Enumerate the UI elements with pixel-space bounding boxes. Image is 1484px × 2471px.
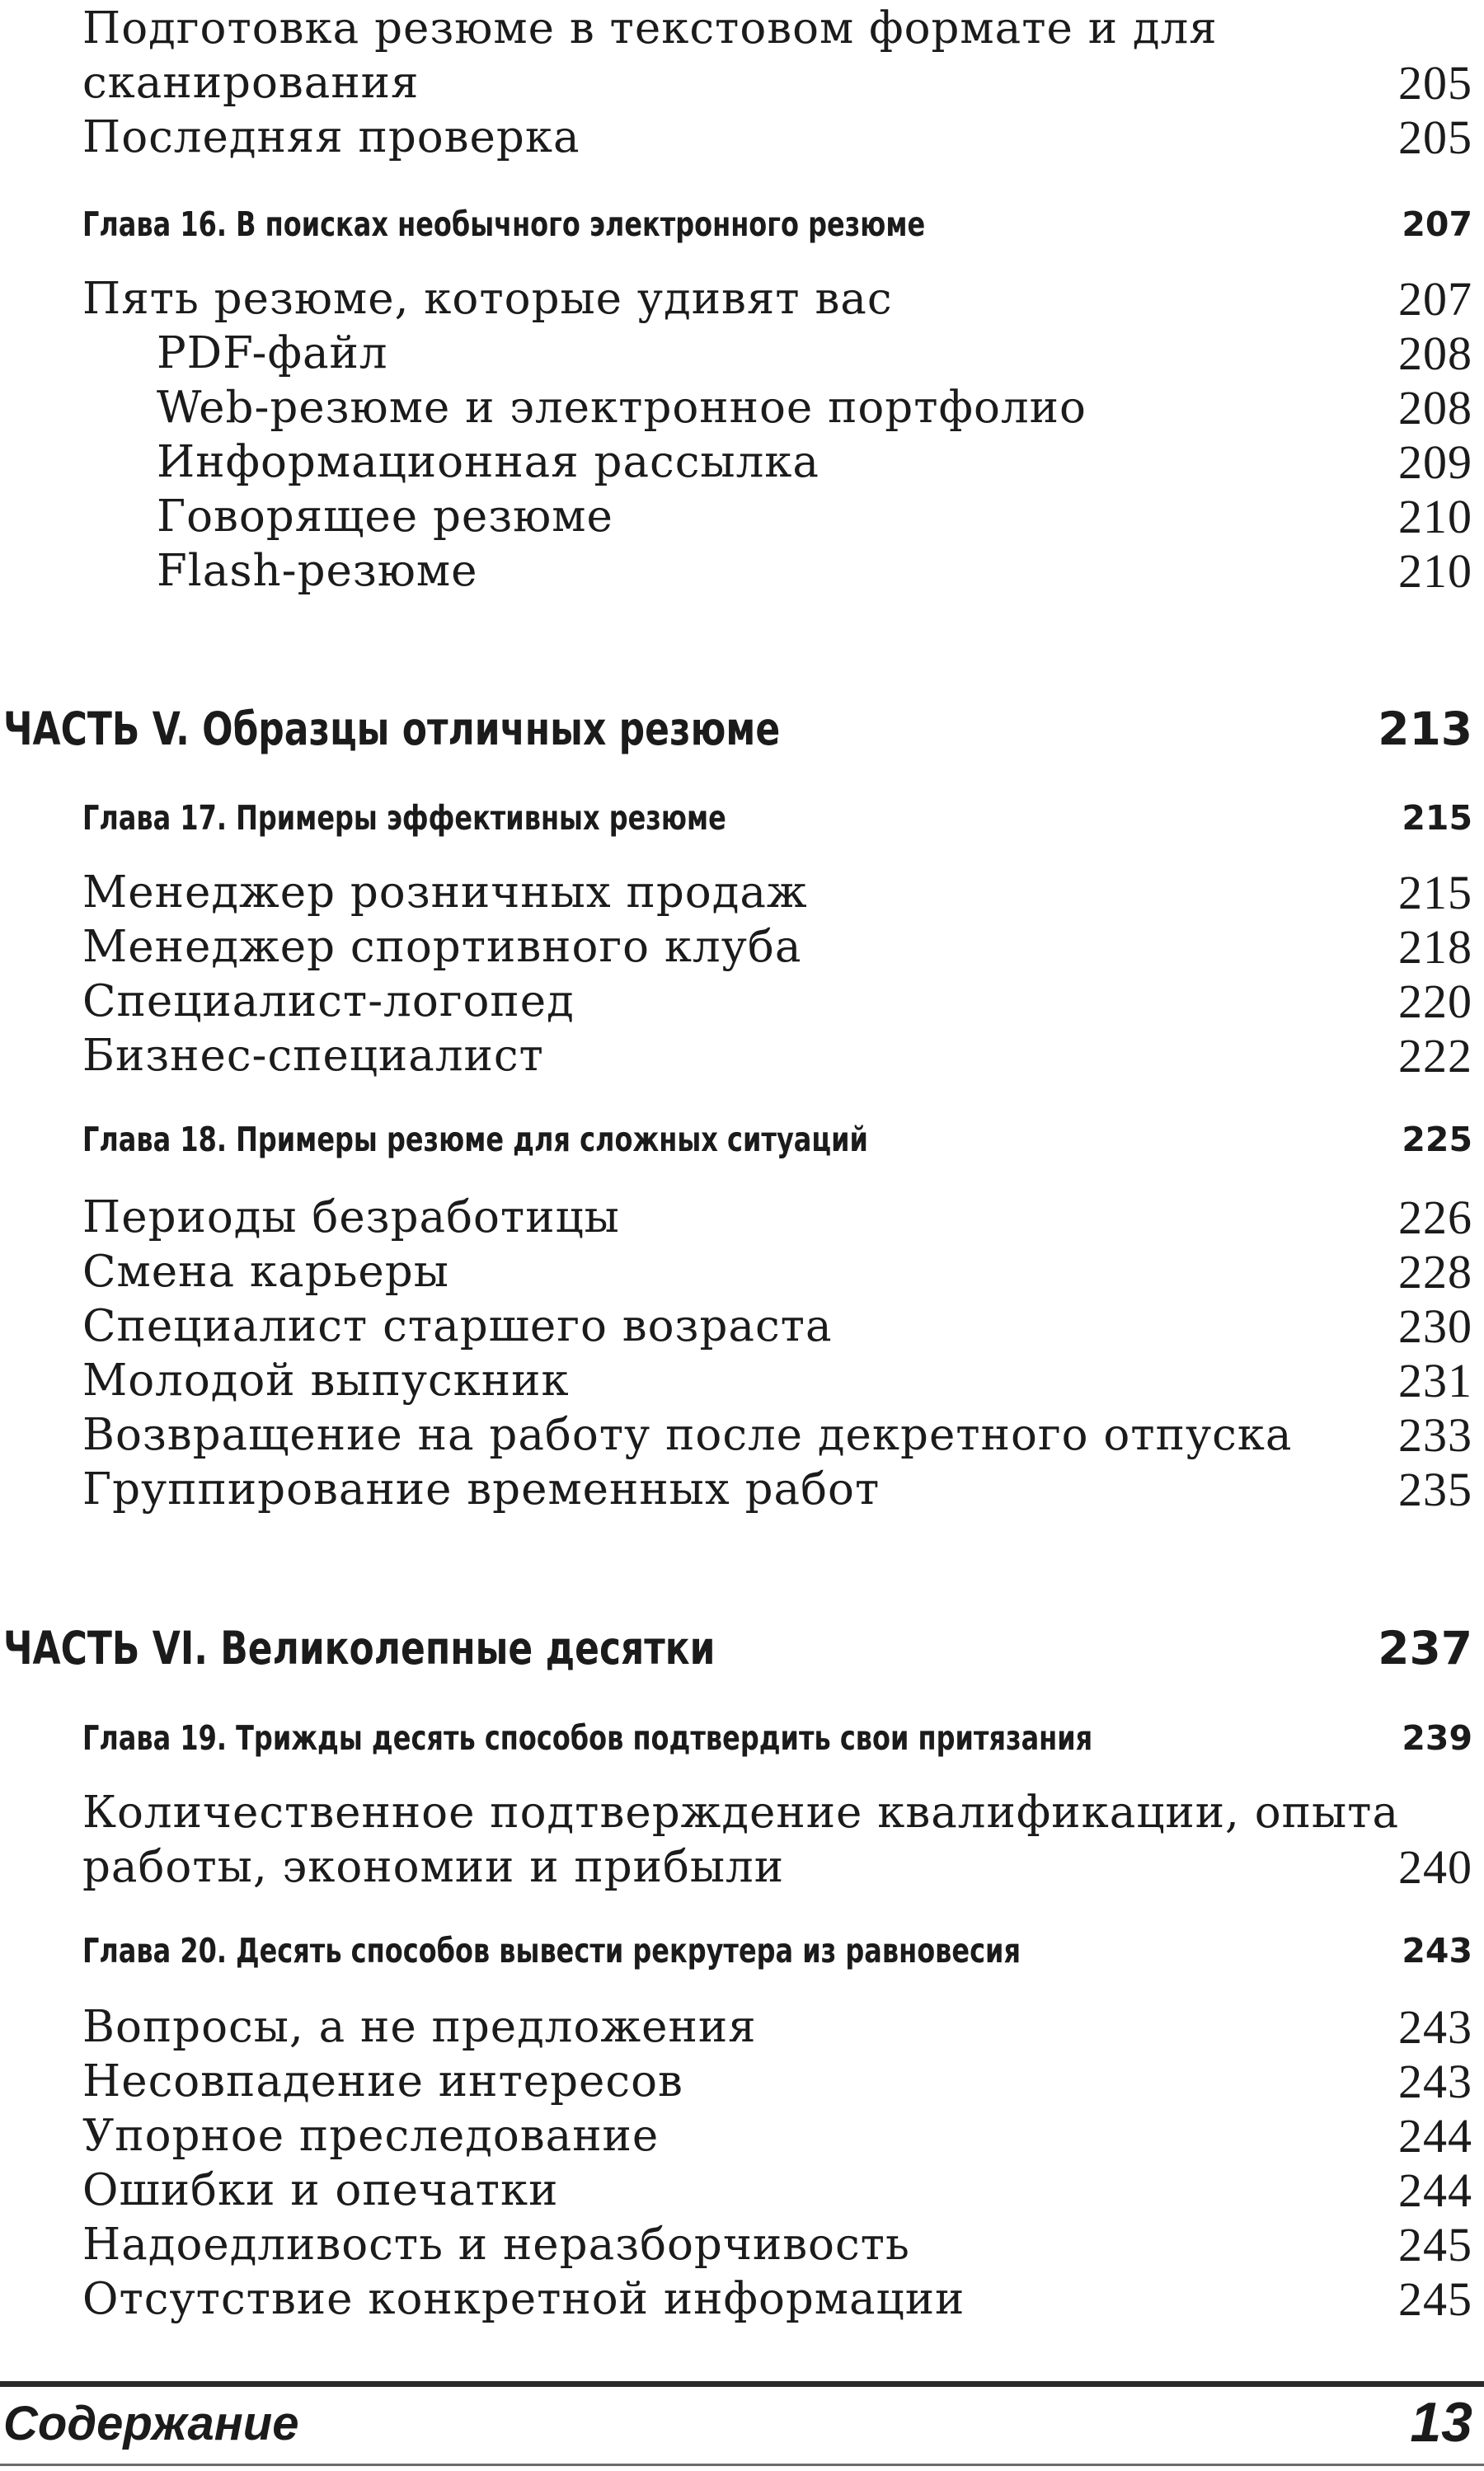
- toc-page-number: 220: [1398, 975, 1472, 1028]
- page-number: 13: [1410, 2391, 1472, 2454]
- chapter-heading: [0, 1713, 1484, 1763]
- toc-page-number: 231: [1398, 1354, 1472, 1407]
- toc-entry: [0, 2055, 1484, 2109]
- part-title: ЧАСТЬ VI. Великолепные десятки: [3, 1622, 716, 1675]
- toc-entry: [0, 1029, 1484, 1083]
- toc-entry-title: Пять резюме, которые удивят вас: [82, 274, 893, 324]
- toc-entry-title: Надоедливость и неразборчивость: [82, 2220, 910, 2270]
- toc-entry-title: Бизнес-специалист: [82, 1031, 544, 1081]
- toc-subentry: [0, 435, 1484, 490]
- toc-page-number: 222: [1398, 1029, 1472, 1083]
- toc-entry: [0, 110, 1484, 165]
- toc-page-number: 205: [1398, 110, 1472, 164]
- chapter-heading: [0, 200, 1484, 249]
- toc-entry-title: Подготовка резюме в текстовом формате и для: [82, 3, 1218, 54]
- toc-entry: [0, 1299, 1484, 1354]
- toc-entry: [0, 1354, 1484, 1408]
- toc-entry-title: Периоды безработицы: [82, 1192, 620, 1243]
- toc-entry-title: Менеджер спортивного клуба: [82, 922, 802, 972]
- toc-entry-title: Отсутствие конкретной информации: [82, 2274, 965, 2324]
- toc-entry: [0, 2272, 1484, 2327]
- toc-entry-title: Информационная рассылка: [157, 437, 819, 487]
- chapter-title: Глава 18. Примеры резюме для сложных ситуаций: [82, 1120, 868, 1159]
- toc-subentry: [0, 490, 1484, 544]
- toc-page-number: 245: [1398, 2218, 1472, 2271]
- toc-page-number: 208: [1398, 381, 1472, 435]
- toc-page-number: 226: [1398, 1191, 1472, 1244]
- toc-entry: [0, 2000, 1484, 2055]
- toc-entry-title: Возвращение на работу после декретного отпуска: [82, 1410, 1293, 1460]
- toc-page-number: 210: [1398, 544, 1472, 598]
- toc-entry-title: Количественное подтверждение квалификации, опыта: [82, 1787, 1400, 1838]
- chapter-heading: [0, 793, 1484, 843]
- toc-page-number: 205: [1398, 56, 1472, 110]
- toc-entry-title: Смена карьеры: [82, 1247, 449, 1297]
- part-page-number: 237: [1378, 1622, 1472, 1675]
- chapter-title: Глава 20. Десять способов вывести рекрутера из равновесия: [82, 1931, 1021, 1971]
- chapter-title: Глава 17. Примеры эффективных резюме: [82, 798, 726, 838]
- toc-entry: [0, 1786, 1484, 1840]
- toc-entry-title: Последняя проверка: [82, 112, 580, 162]
- chapter-page-number: 215: [1402, 798, 1472, 838]
- toc-entry: [0, 1840, 1484, 1895]
- toc-subentry: [0, 381, 1484, 435]
- toc-subentry: [0, 544, 1484, 599]
- chapter-heading: [0, 1926, 1484, 1975]
- toc-entry: [0, 2163, 1484, 2218]
- toc-entry: [0, 56, 1484, 110]
- toc-entry-title: Упорное преследование: [82, 2111, 660, 2161]
- toc-entry-title: работы, экономии и прибыли: [82, 1842, 785, 1892]
- toc-page-number: 207: [1398, 272, 1472, 326]
- toc-entry-title: Менеджер розничных продаж: [82, 867, 808, 918]
- toc-entry-title: Специалист старшего возраста: [82, 1301, 833, 1351]
- running-footer-title: Содержание: [3, 2397, 299, 2450]
- chapter-page-number: 225: [1402, 1120, 1472, 1159]
- toc-entry: [0, 920, 1484, 975]
- part-page-number: 213: [1378, 702, 1472, 755]
- toc-entry-title: сканирования: [82, 58, 420, 108]
- toc-entry-title: Группирование временных работ: [82, 1464, 881, 1515]
- toc-entry-title: Ошибки и опечатки: [82, 2165, 559, 2215]
- toc-page-number: 243: [1398, 2055, 1472, 2108]
- toc-page-number: 244: [1398, 2163, 1472, 2217]
- toc-entry: [0, 1408, 1484, 1463]
- part-heading: [0, 1618, 1484, 1679]
- toc-page-number: 215: [1398, 866, 1472, 919]
- toc-entry: [0, 1245, 1484, 1299]
- toc-entry: [0, 975, 1484, 1029]
- toc-entry-title: Flash-резюме: [157, 546, 478, 596]
- toc-entry-title: Специалист-логопед: [82, 976, 575, 1026]
- toc-page-number: 209: [1398, 435, 1472, 489]
- toc-entry: [0, 866, 1484, 920]
- toc-page-number: 243: [1398, 2000, 1472, 2054]
- chapter-page-number: 207: [1402, 204, 1472, 244]
- chapter-heading: [0, 1115, 1484, 1164]
- toc-entry: [0, 2109, 1484, 2163]
- toc-page-number: 245: [1398, 2272, 1472, 2326]
- toc-entry: [0, 2, 1484, 56]
- toc-entry-title: Несовпадение интересов: [82, 2056, 683, 2107]
- toc-entry: [0, 1191, 1484, 1245]
- toc-page-number: 228: [1398, 1245, 1472, 1299]
- chapter-page-number: 239: [1402, 1718, 1472, 1758]
- toc-page-number: 233: [1398, 1408, 1472, 1462]
- footer-bottom-divider: [0, 2464, 1484, 2466]
- toc-page-number: 208: [1398, 326, 1472, 380]
- toc-page-number: 218: [1398, 920, 1472, 974]
- toc-page-number: 240: [1398, 1840, 1472, 1894]
- chapter-title: Глава 19. Трижды десять способов подтвердить свои притязания: [82, 1718, 1093, 1758]
- chapter-title: Глава 16. В поисках необычного электронного резюме: [82, 204, 926, 244]
- toc-entry-title: Молодой выпускник: [82, 1355, 570, 1406]
- toc-entry: [0, 2218, 1484, 2272]
- toc-entry-title: Вопросы, а не предложения: [82, 2002, 757, 2052]
- toc-entry-title: Говорящее резюме: [157, 491, 613, 542]
- footer-divider: [0, 2381, 1484, 2387]
- part-title: ЧАСТЬ V. Образцы отличных резюме: [3, 702, 781, 755]
- toc-subentry: [0, 326, 1484, 381]
- toc-entry-title: PDF-файл: [157, 328, 388, 378]
- chapter-page-number: 243: [1402, 1931, 1472, 1971]
- toc-entry: [0, 1463, 1484, 1517]
- toc-entry-title: Web-резюме и электронное портфолио: [157, 383, 1087, 433]
- toc-page-number: 230: [1398, 1299, 1472, 1353]
- toc-page-number: 210: [1398, 490, 1472, 543]
- toc-page-number: 235: [1398, 1463, 1472, 1516]
- part-heading: [0, 698, 1484, 759]
- toc-entry: [0, 272, 1484, 326]
- toc-page-number: 244: [1398, 2109, 1472, 2163]
